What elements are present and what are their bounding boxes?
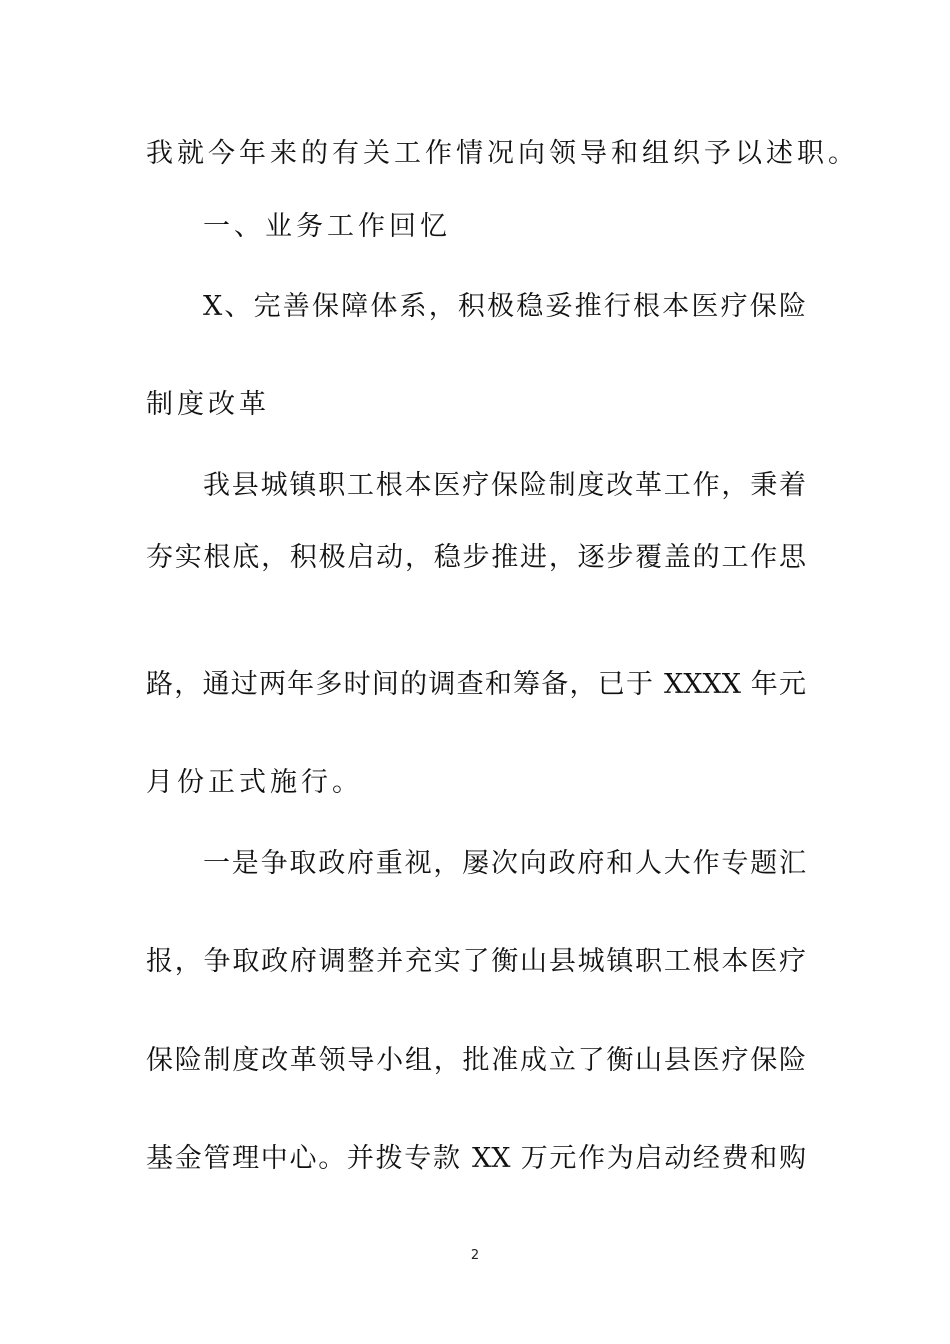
text-line: 基金管理中心。并拨专款 XX 万元作为启动经费和购 bbox=[146, 1143, 806, 1174]
text-line: 一是争取政府重视，屡次向政府和人大作专题汇 bbox=[203, 848, 806, 879]
text-line: 保险制度改革领导小组，批准成立了衡山县医疗保险 bbox=[146, 1045, 806, 1076]
text-line: 我县城镇职工根本医疗保险制度改革工作，秉着 bbox=[203, 470, 806, 501]
text-line: 报，争取政府调整并充实了衡山县城镇职工根本医疗 bbox=[146, 946, 806, 977]
subsection-heading: X、完善保障体系，积极稳妥推行根本医疗保险 bbox=[203, 291, 806, 322]
subsection-heading-continued: 制度改革 bbox=[146, 389, 270, 420]
page-number: 2 bbox=[470, 1248, 480, 1263]
text-line: 月份正式施行。 bbox=[146, 767, 363, 798]
text-line: 夯实根底，积极启动，稳步推进，逐步覆盖的工作思 bbox=[146, 542, 806, 573]
text-line: 我就今年来的有关工作情况向领导和组织予以述职。 bbox=[146, 138, 859, 169]
section-heading: 一、业务工作回忆 bbox=[203, 211, 451, 242]
text-line: 路，通过两年多时间的调查和筹备，已于 XXXX 年元 bbox=[146, 669, 806, 700]
